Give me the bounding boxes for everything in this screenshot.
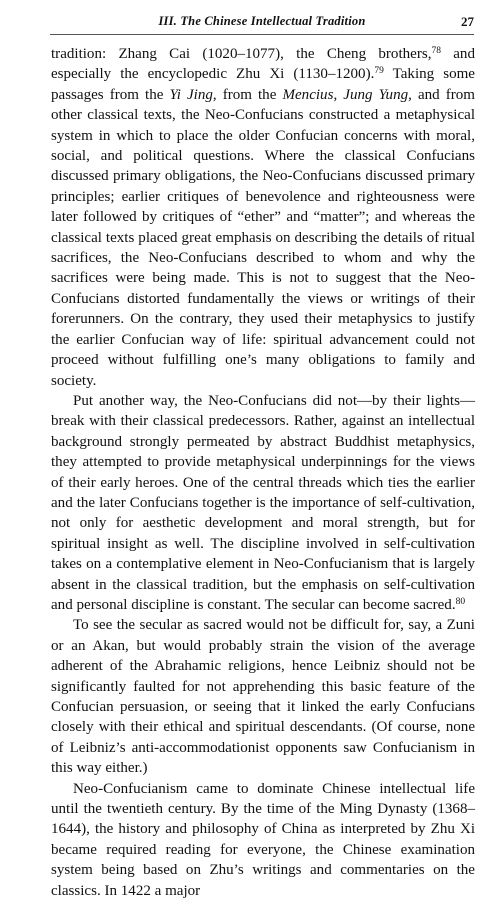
header-rule (50, 34, 474, 35)
text-run: To see the secular as sacred would not be difficult for, say, a Zuni or an Akan, but would probably strain the vision of the average adherent of the Abrahamic religions, hence Leibniz should not be significantly faulted for not apprehending this basic feature of the Confucian persuasion, or seeing that it linked the early Confucians closely with their ethical and spiritual descendants. (Of course, none of Leibniz’s anti-accommodationist opponents saw Confucianism in this way either.) (51, 617, 475, 777)
text-run: Put another way, the Neo-Confucians did not—by their lights—break with their classical predecessors. Rather, against an intellectual background strongly permeated by abstract Buddhist metaphysics, they attempted to provide metaphysical underpinnings for the views of their early heroes. One of the central threads which ties the earlier and the later Confucians together is the importance of self-cultivation, not only for aesthetic development and moral strength, but for spiritual insight as well. The discipline involved in self-cultivation takes on a contemplative element in Neo-Confucianism that is largely absent in the classical tradition, but the emphasis on self-cultivation and personal discipline is constant. The secular can become sacred. (51, 392, 475, 613)
text-run: , from the (212, 86, 283, 103)
footnote-ref-80[interactable]: 80 (455, 596, 466, 607)
paragraph-3 (51, 615, 475, 778)
text-run: Taking some passages from the (51, 66, 475, 103)
paragraph-4 (51, 779, 475, 901)
running-header (50, 14, 474, 32)
text-run: tradition: Zhang Cai (1020–1077), the Cheng brothers, (51, 46, 432, 62)
text-run: and especially the encyclopedic Zhu Xi (1130–1200). (51, 46, 475, 83)
paragraph-2 (51, 391, 475, 615)
text-run: Neo-Confucianism came to dominate Chinese intellectual life until the twentieth century. By the time of the Ming Dynasty (1368–1644), the history and philosophy of China as interpreted by Zhu Xi became required reading for everyone, the Chinese examination system being based on Zhu’s writings and commentaries on the classics. In 1422 a major (51, 780, 475, 899)
title-yi-jing: Yi Jing (169, 86, 213, 103)
running-title: III. The Chinese Intellectual Tradition (158, 14, 366, 28)
page-number: 27 (461, 14, 474, 29)
title-jung-yung: Jung Yung (343, 86, 409, 103)
title-mencius: Mencius (282, 86, 334, 103)
text-run: , and from other classical texts, the Neo-Confucians constructed a metaphysical system in which to place the older Confucian concerns with moral, social, and political questions. Where the classical Confucians discussed primary obligations, the Neo-Confucians discussed primary principles; earlier critiques of benevolence and righteousness were later followed by critiques of “ether” and “matter”; and whereas the classical texts placed great emphasis on describing the details of ritual sacrifices, the Neo-Confucians described to whom and why the sacrifices were being made. This is not to suggest that the Neo-Confucians distorted fundamentally the views or writings of their forerunners. On the contrary, they used their metaphysics to justify the earlier Confucian way of life: spiritual advancement could not proceed without fulfilling one’s many obligations to family and society. (51, 86, 475, 389)
footnote-ref-79[interactable]: 79 (374, 66, 384, 77)
paragraph-1 (51, 44, 475, 391)
text-run: , (333, 86, 344, 103)
footnote-ref-78[interactable]: 78 (431, 46, 441, 56)
body-text (51, 44, 475, 901)
